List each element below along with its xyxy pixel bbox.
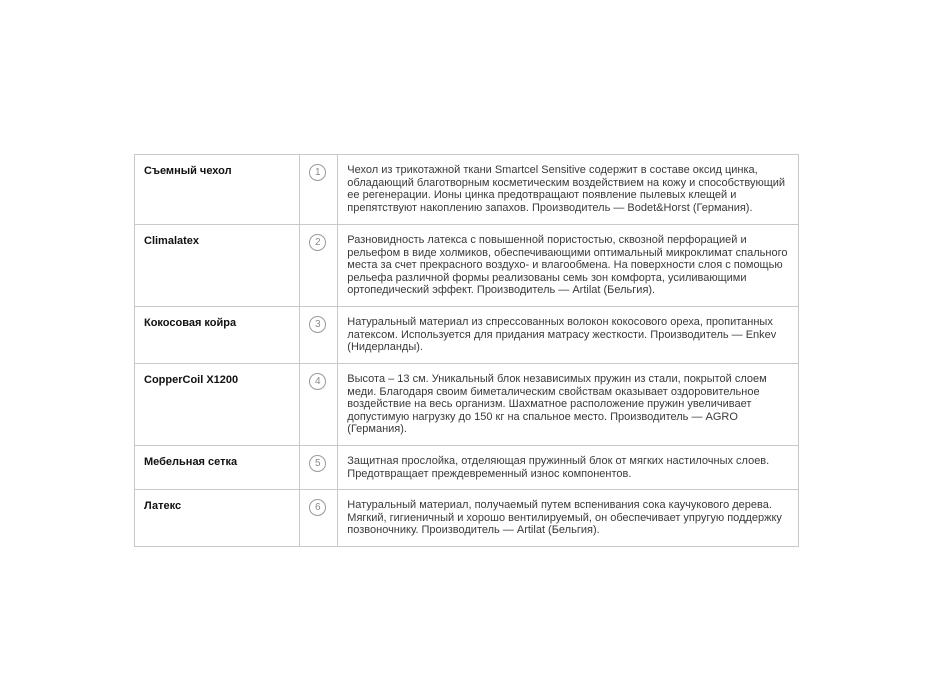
table-row (135, 155, 799, 225)
table-row (135, 307, 799, 364)
layer-number-badge: 1 (309, 164, 326, 181)
table-row (135, 225, 799, 307)
layer-number-badge: 5 (309, 455, 326, 472)
mattress-layers-table (134, 154, 799, 547)
layer-number-badge: 2 (309, 234, 326, 251)
layer-name: Climalatex (135, 225, 300, 307)
layer-name: CopperCoil X1200 (135, 364, 300, 446)
layer-number-badge: 4 (309, 373, 326, 390)
layer-name: Кокосовая койра (135, 307, 300, 364)
layer-description: Защитная прослойка, отделяющая пружинный блок от мягких настилочных слоев. Предотвращает преждевременный износ компонентов. (338, 446, 799, 490)
table-row (135, 446, 799, 490)
layer-description: Натуральный материал, получаемый путем вспенивания сока каучукового дерева. Мягкий, гигиеничный и хорошо вентилируемый, он обеспечивает упругую поддержку позвоночнику. Производитель — Artilat (Бельгия). (338, 490, 799, 547)
layer-description: Чехол из трикотажной ткани Smartcel Sensitive содержит в составе оксид цинка, обладающий благотворным косметическим воздействием на кожу и способствующий ее регенерации. Ионы цинка предотвращают появление пылевых клещей и препятствуют накоплению запахов. Производитель — Bodet&Horst (Германия). (338, 155, 799, 225)
layer-name: Мебельная сетка (135, 446, 300, 490)
layer-number-badge: 6 (309, 499, 326, 516)
layer-number-badge: 3 (309, 316, 326, 333)
layer-name: Латекс (135, 490, 300, 547)
table-row (135, 490, 799, 547)
layer-description: Разновидность латекса с повышенной пористостью, сквозной перфорацией и рельефом в виде холмиков, обеспечивающими оптимальный микроклимат спального места за счет прекрасного воздухо- и влагообмена. На поверхности слоя с помощью рельефа различной формы реализованы семь зон комфорта, усиливающими ортопедический эффект. Производитель — Artilat (Бельгия). (338, 225, 799, 307)
layer-description: Высота – 13 см. Уникальный блок независимых пружин из стали, покрытой слоем меди. Благодаря своим биметалическим свойствам оказывает оздоровительное воздействие на весь организм. Шахматное расположение пружин увеличивает допустимую нагрузку до 150 кг на спальное место. Производитель — AGRO (Германия). (338, 364, 799, 446)
table-row (135, 364, 799, 446)
layer-description: Натуральный материал из спрессованных волокон кокосового ореха, пропитанных латексом. Используется для придания матрасу жесткости. Производитель — Enkev (Нидерланды). (338, 307, 799, 364)
layer-name: Съемный чехол (135, 155, 300, 225)
